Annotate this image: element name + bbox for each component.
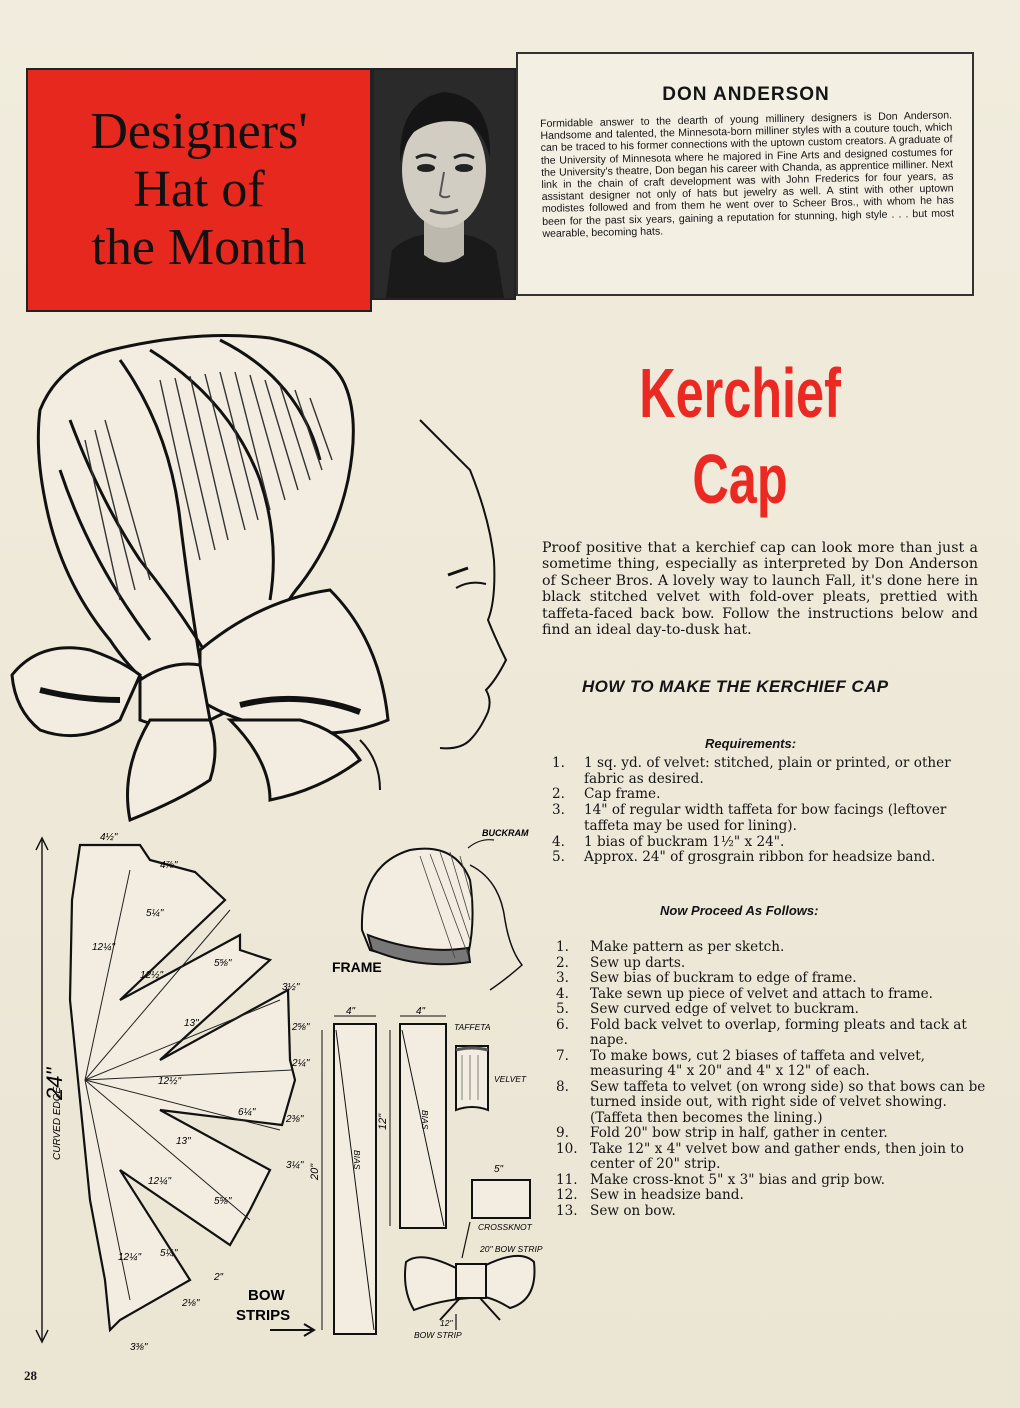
list-item: 7. To make bows, cut 2 biases of taffeta and velvet, measuring 4" x 20" and 4" x 12" of each. bbox=[556, 1047, 926, 1079]
list-item: 4. 1 bias of buckram 1½" x 24". bbox=[552, 833, 785, 850]
dim-label: 12¼" bbox=[118, 1252, 142, 1263]
list-item: 6. Fold back velvet to overlap, forming pleats and tack at nape. bbox=[556, 1016, 967, 1048]
bow-strip-12-label: BOW STRIP bbox=[414, 1330, 462, 1340]
dim-label: 6¼" bbox=[238, 1107, 256, 1118]
knot-width-label: 5" bbox=[494, 1164, 504, 1175]
requirements-heading: Requirements: bbox=[705, 736, 797, 751]
dim-label: 2⅛" bbox=[182, 1298, 200, 1309]
page-number: 28 bbox=[24, 1368, 37, 1383]
list-item: 5. Sew curved edge of velvet to buckram. bbox=[556, 1001, 859, 1017]
list-item: 3. Sew bias of buckram to edge of frame. bbox=[556, 970, 857, 986]
list-item: 9. Fold 20" bow strip in half, gather in center. bbox=[556, 1125, 888, 1141]
bow-strips-diagram bbox=[322, 1016, 535, 1334]
list-item: 13. Sew on bow. bbox=[556, 1202, 676, 1219]
bias-label: BIAS bbox=[352, 1150, 362, 1170]
article-title-line-2: Cap bbox=[692, 440, 788, 518]
crossknot-label: CROSSKNOT bbox=[478, 1222, 532, 1232]
strip-width-label: 4" bbox=[346, 1006, 356, 1017]
list-item: 10. Take 12" x 4" velvet bow and gather ends, then join to center of 20" strip. bbox=[556, 1140, 964, 1172]
steps-heading: Now Proceed As Follows: bbox=[660, 903, 819, 918]
list-item: 8. Sew taffeta to velvet (on wrong side) so that bows can be turned inside out, with right side of velvet showing. (Taffeta then becomes the lining.) bbox=[556, 1078, 986, 1126]
howto-heading: HOW TO MAKE THE KERCHIEF CAP bbox=[582, 677, 889, 696]
bow-strips-label-2: STRIPS bbox=[236, 1307, 291, 1324]
buckram-label: BUCKRAM bbox=[482, 828, 529, 838]
curved-edge-size: 24" bbox=[42, 1067, 67, 1100]
dim-label: 5¼" bbox=[160, 1248, 178, 1259]
list-item: 1. 1 sq. yd. of velvet: stitched, plain or printed, or other fabric as desired. bbox=[552, 755, 951, 787]
bias-label: BIAS bbox=[420, 1110, 430, 1130]
strip-width-label: 4" bbox=[416, 1006, 426, 1017]
hat-illustration bbox=[12, 336, 506, 820]
bow-strip-12-label: 12" bbox=[440, 1318, 453, 1328]
designer-bio: Formidable answer to the dearth of young millinery designers is Don Anderson. Handsome and talented, the Minnesota-born milliner styles with a couture touch, which can be traced to his former connections with the uptown custom creators. A graduate of the University of Minnesota where he majored in Fine Arts and designed costumes for the University's theatre, Don began his career with Chanda, as apprentice milliner. Next link in the chain of craft development was with John Frederics for four years, as assistant designer not only of hats but jewelry as well. A stint with other uptown modistes followed and from them he went over to Scheer Bros., with whom he has been for the past six years, gaining a reputation for stunning, high style . . . but most wearable, becoming hats. bbox=[540, 109, 955, 240]
list-item: 2. Cap frame. bbox=[552, 786, 661, 803]
list-item: 1. Make pattern as per sketch. bbox=[556, 939, 785, 955]
feature-title-line-1: Designers' bbox=[90, 103, 308, 160]
dim-label: 13" bbox=[184, 1018, 199, 1029]
frame-sketch bbox=[362, 840, 522, 990]
feature-title-line-3: the Month bbox=[91, 219, 307, 276]
dim-label: 3⅜" bbox=[130, 1342, 148, 1353]
dim-label: 4½" bbox=[100, 832, 118, 843]
list-item: 12. Sew in headsize band. bbox=[556, 1187, 744, 1203]
article-intro: Proof positive that a kerchief cap can look more than just a sometime thing, especially as interpreted by Don Anderson of Scheer Bros. A lovely way to launch Fall, it's done here in black stitched velvet with fold-over pleats, prettied with taffeta-faced back bow. Follow the instructions below and find an ideal day-to-dusk hat. bbox=[542, 540, 978, 639]
article-title-line-1: Kerchief bbox=[639, 354, 841, 432]
list-item: 2. Sew up darts. bbox=[556, 954, 686, 971]
list-item: 3. 14" of regular width taffeta for bow facings (leftover taffeta may be used for lining). bbox=[552, 802, 947, 834]
list-item: 4. Take sewn up piece of velvet and attach to frame. bbox=[556, 985, 933, 1002]
dim-label: 12¼" bbox=[92, 942, 116, 953]
dim-label: 13" bbox=[176, 1136, 191, 1147]
list-item: 11. Make cross-knot 5" x 3" bias and grip bow. bbox=[556, 1171, 885, 1188]
designer-name: DON ANDERSON bbox=[662, 84, 830, 105]
dim-label: 5⅝" bbox=[214, 1196, 232, 1207]
taffeta-label: TAFFETA bbox=[454, 1022, 491, 1032]
strip-length-label: 20" bbox=[309, 1163, 321, 1180]
dim-label: 12½" bbox=[140, 970, 164, 981]
frame-label: FRAME bbox=[332, 959, 382, 975]
dim-label: 5⅝" bbox=[214, 958, 232, 969]
dim-label: 12¼" bbox=[148, 1176, 172, 1187]
bow-strips-label-1: BOW bbox=[248, 1287, 285, 1304]
dim-label: 4⅞" bbox=[160, 860, 178, 871]
curved-edge-label: CURVED EDGE bbox=[52, 1086, 63, 1160]
dim-label: 2⅝" bbox=[292, 1022, 310, 1033]
dim-label: 12½" bbox=[158, 1076, 182, 1087]
dim-label: 3¼" bbox=[286, 1160, 304, 1171]
dim-label: 5¼" bbox=[146, 908, 164, 919]
list-item: 5. Approx. 24" of grosgrain ribbon for headsize band. bbox=[552, 849, 936, 866]
dim-label: 3½" bbox=[282, 982, 300, 993]
velvet-label: VELVET bbox=[494, 1074, 527, 1084]
bow-strip-20-label: 20" BOW STRIP bbox=[480, 1244, 543, 1254]
strip-length-label: 12" bbox=[377, 1113, 389, 1130]
dim-label: 2⅜" bbox=[286, 1114, 304, 1125]
feature-title-line-2: Hat of bbox=[133, 161, 265, 218]
dim-label: 2¼" bbox=[292, 1058, 310, 1069]
dim-label: 2" bbox=[214, 1272, 224, 1283]
cap-pattern bbox=[36, 838, 314, 1342]
